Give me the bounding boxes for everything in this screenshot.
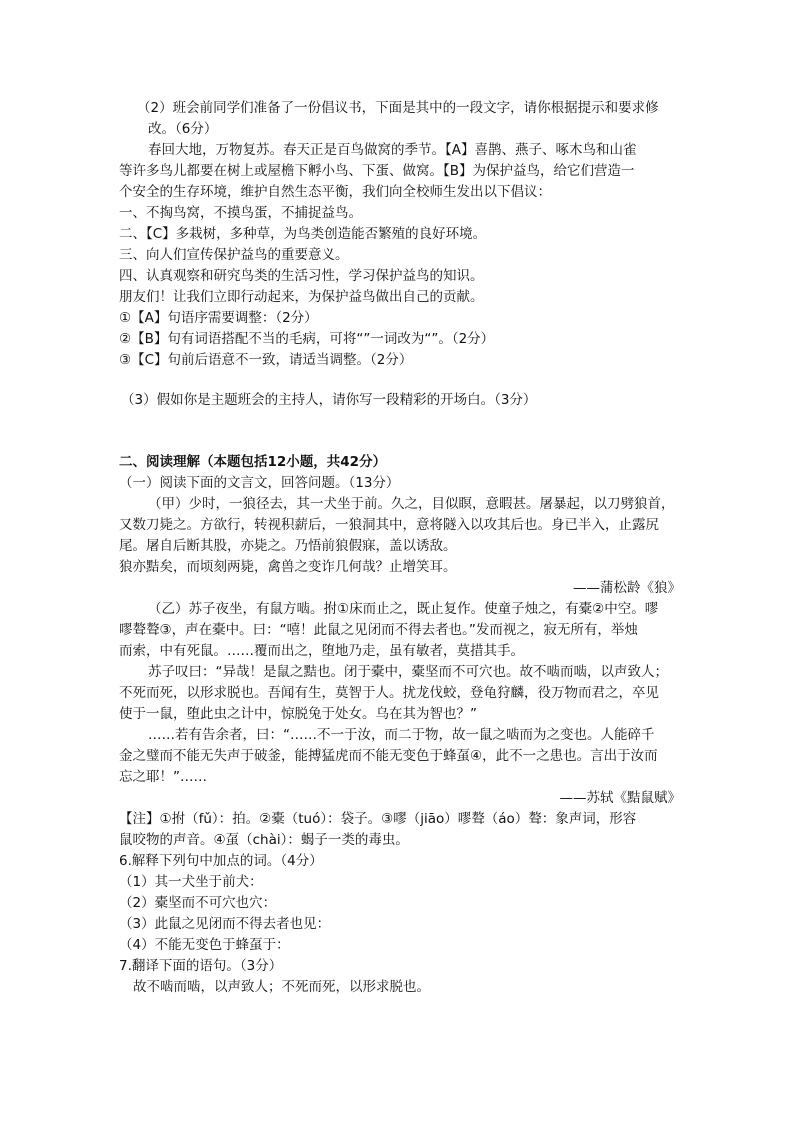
passage-b-line8: 金之璧而不能无失声于破釜，能搏猛虎而不能无变色于蜂虿④，此不一之患也。言出于汝而 <box>119 748 658 764</box>
subquestion-c: ③【C】句前后语意不一致，请适当调整。（2分） <box>119 352 413 368</box>
passage-b-line1: （乙）苏子夜坐，有鼠方啮。拊①床而止之，既止复作。使童子烛之，有橐②中空。嘐 <box>148 601 659 617</box>
proposal-item-2: 二、【C】多栽树，多种草，为鸟类创造能否繁殖的良好环境。 <box>119 226 487 242</box>
proposal-item-1: 一、不掏鸟窝，不摸鸟蛋，不捕捉益鸟。 <box>119 205 362 221</box>
passage-b-line2: 嘐聱聱③，声在橐中。曰：“嘻！此鼠之见闭而不得去者也。”发而视之，寂无所有，举烛 <box>119 622 638 638</box>
proposal-closing: 朋友们！让我们立即行动起来，为保护益鸟做出自己的贡献。 <box>119 289 484 305</box>
proposal-para-1: 春回大地，万物复苏。春天正是百鸟做窝的季节。【A】喜鹊、燕子、啄木鸟和山雀 <box>148 142 637 158</box>
q6-item-4: （4）不能无变色于蜂虿于： <box>119 937 290 953</box>
section-heading: 二、阅读理解（本题包括12小题，共42分） <box>119 454 387 470</box>
passage-b-line5: 不死而死，以形求脱也。吾闻有生，莫智于人。扰龙伐蛟，登龟狩麟，役万物而君之，卒见 <box>119 685 659 701</box>
q6-title: 6.解释下列句中加点的词。（4分） <box>119 853 323 869</box>
proposal-item-3: 三、向人们宣传保护益鸟的重要意义。 <box>119 247 349 263</box>
q3-text: （3）假如你是主题班会的主持人，请你写一段精彩的开场白。（3分） <box>121 392 537 408</box>
notes-line2: 鼠咬物的声音。④虿（chài）：蝎子一类的毒虫。 <box>119 832 409 848</box>
q6-item-3: （3）此鼠之见闭而不得去者也见： <box>119 916 331 932</box>
notes-line1: 【注】①拊（fǔ）：拍。②橐（tuó）：袋子。③嘐（jiāo）嘐聱（áo）聱：象声词，形容 <box>119 811 637 827</box>
subquestion-a: ①【A】句语序需要调整：（2分） <box>119 310 318 326</box>
q2-title-line2: 改。（6分） <box>148 121 218 137</box>
passage-a-line2: 又数刀毙之。方欲行，转视积薪后，一狼洞其中，意将隧入以攻其后也。身已半入，止露尻 <box>119 517 659 533</box>
q2-title-line1: （2）班会前同学们准备了一份倡议书，下面是其中的一段文字，请你根据提示和要求修 <box>137 100 659 116</box>
passage-b-source: ——苏轼《黠鼠赋》 <box>559 790 681 806</box>
passage-b-line7: ……若有告余者，曰：“……不一于汝，而二于物，故一鼠之啮而为之变也。人能碎千 <box>148 727 655 743</box>
proposal-item-4: 四、认真观察和研究鸟类的生活习性，学习保护益鸟的知识。 <box>119 268 484 284</box>
q6-item-2: （2）橐坚而不可穴也穴： <box>119 895 277 911</box>
proposal-para-2: 等许多鸟儿都要在树上或屋檐下孵小鸟、下蛋、做窝。【B】为保护益鸟，给它们营造一 <box>119 163 635 179</box>
reading-subheading: （一）阅读下面的文言文，回答问题。（13分） <box>119 475 400 491</box>
passage-b-line6: 使于一鼠，堕此虫之计中，惊脱兔于处女。乌在其为智也？” <box>119 706 477 722</box>
q7-sentence: 故不啮而啮，以声致人；不死而死，以形求脱也。 <box>133 979 430 995</box>
proposal-para-3: 个安全的生存环境，维护自然生态平衡，我们向全校师生发出以下倡议： <box>119 184 551 200</box>
q7-title: 7.翻译下面的语句。（3分） <box>119 958 283 974</box>
passage-b-line4: 苏子叹曰：“异哉！是鼠之黠也。闭于橐中，橐坚而不可穴也。故不啮而啮，以声致人； <box>148 664 668 680</box>
passage-a-line4: 狼亦黠矣，而顷刻两毙，禽兽之变诈几何哉？止增笑耳。 <box>119 559 457 575</box>
passage-a-line3: 尾。屠自后断其股，亦毙之。乃悟前狼假寐，盖以诱敌。 <box>119 538 457 554</box>
passage-b-line9: 忘之耶！”…… <box>119 769 207 785</box>
passage-b-line3: 而索，中有死鼠。……覆而出之，堕地乃走，虽有敏者，莫措其手。 <box>119 643 524 659</box>
subquestion-b: ②【B】句有词语搭配不当的毛病，可将“”一词改为“”。（2分） <box>119 331 495 347</box>
q6-item-1: （1）其一犬坐于前犬： <box>119 874 263 890</box>
passage-a-source: ——蒲松龄《狼》 <box>573 580 681 596</box>
passage-a-line1: （甲）少时，一狼径去，其一犬坐于前。久之，目似瞑，意暇甚。屠暴起，以刀劈狼首， <box>148 496 675 512</box>
